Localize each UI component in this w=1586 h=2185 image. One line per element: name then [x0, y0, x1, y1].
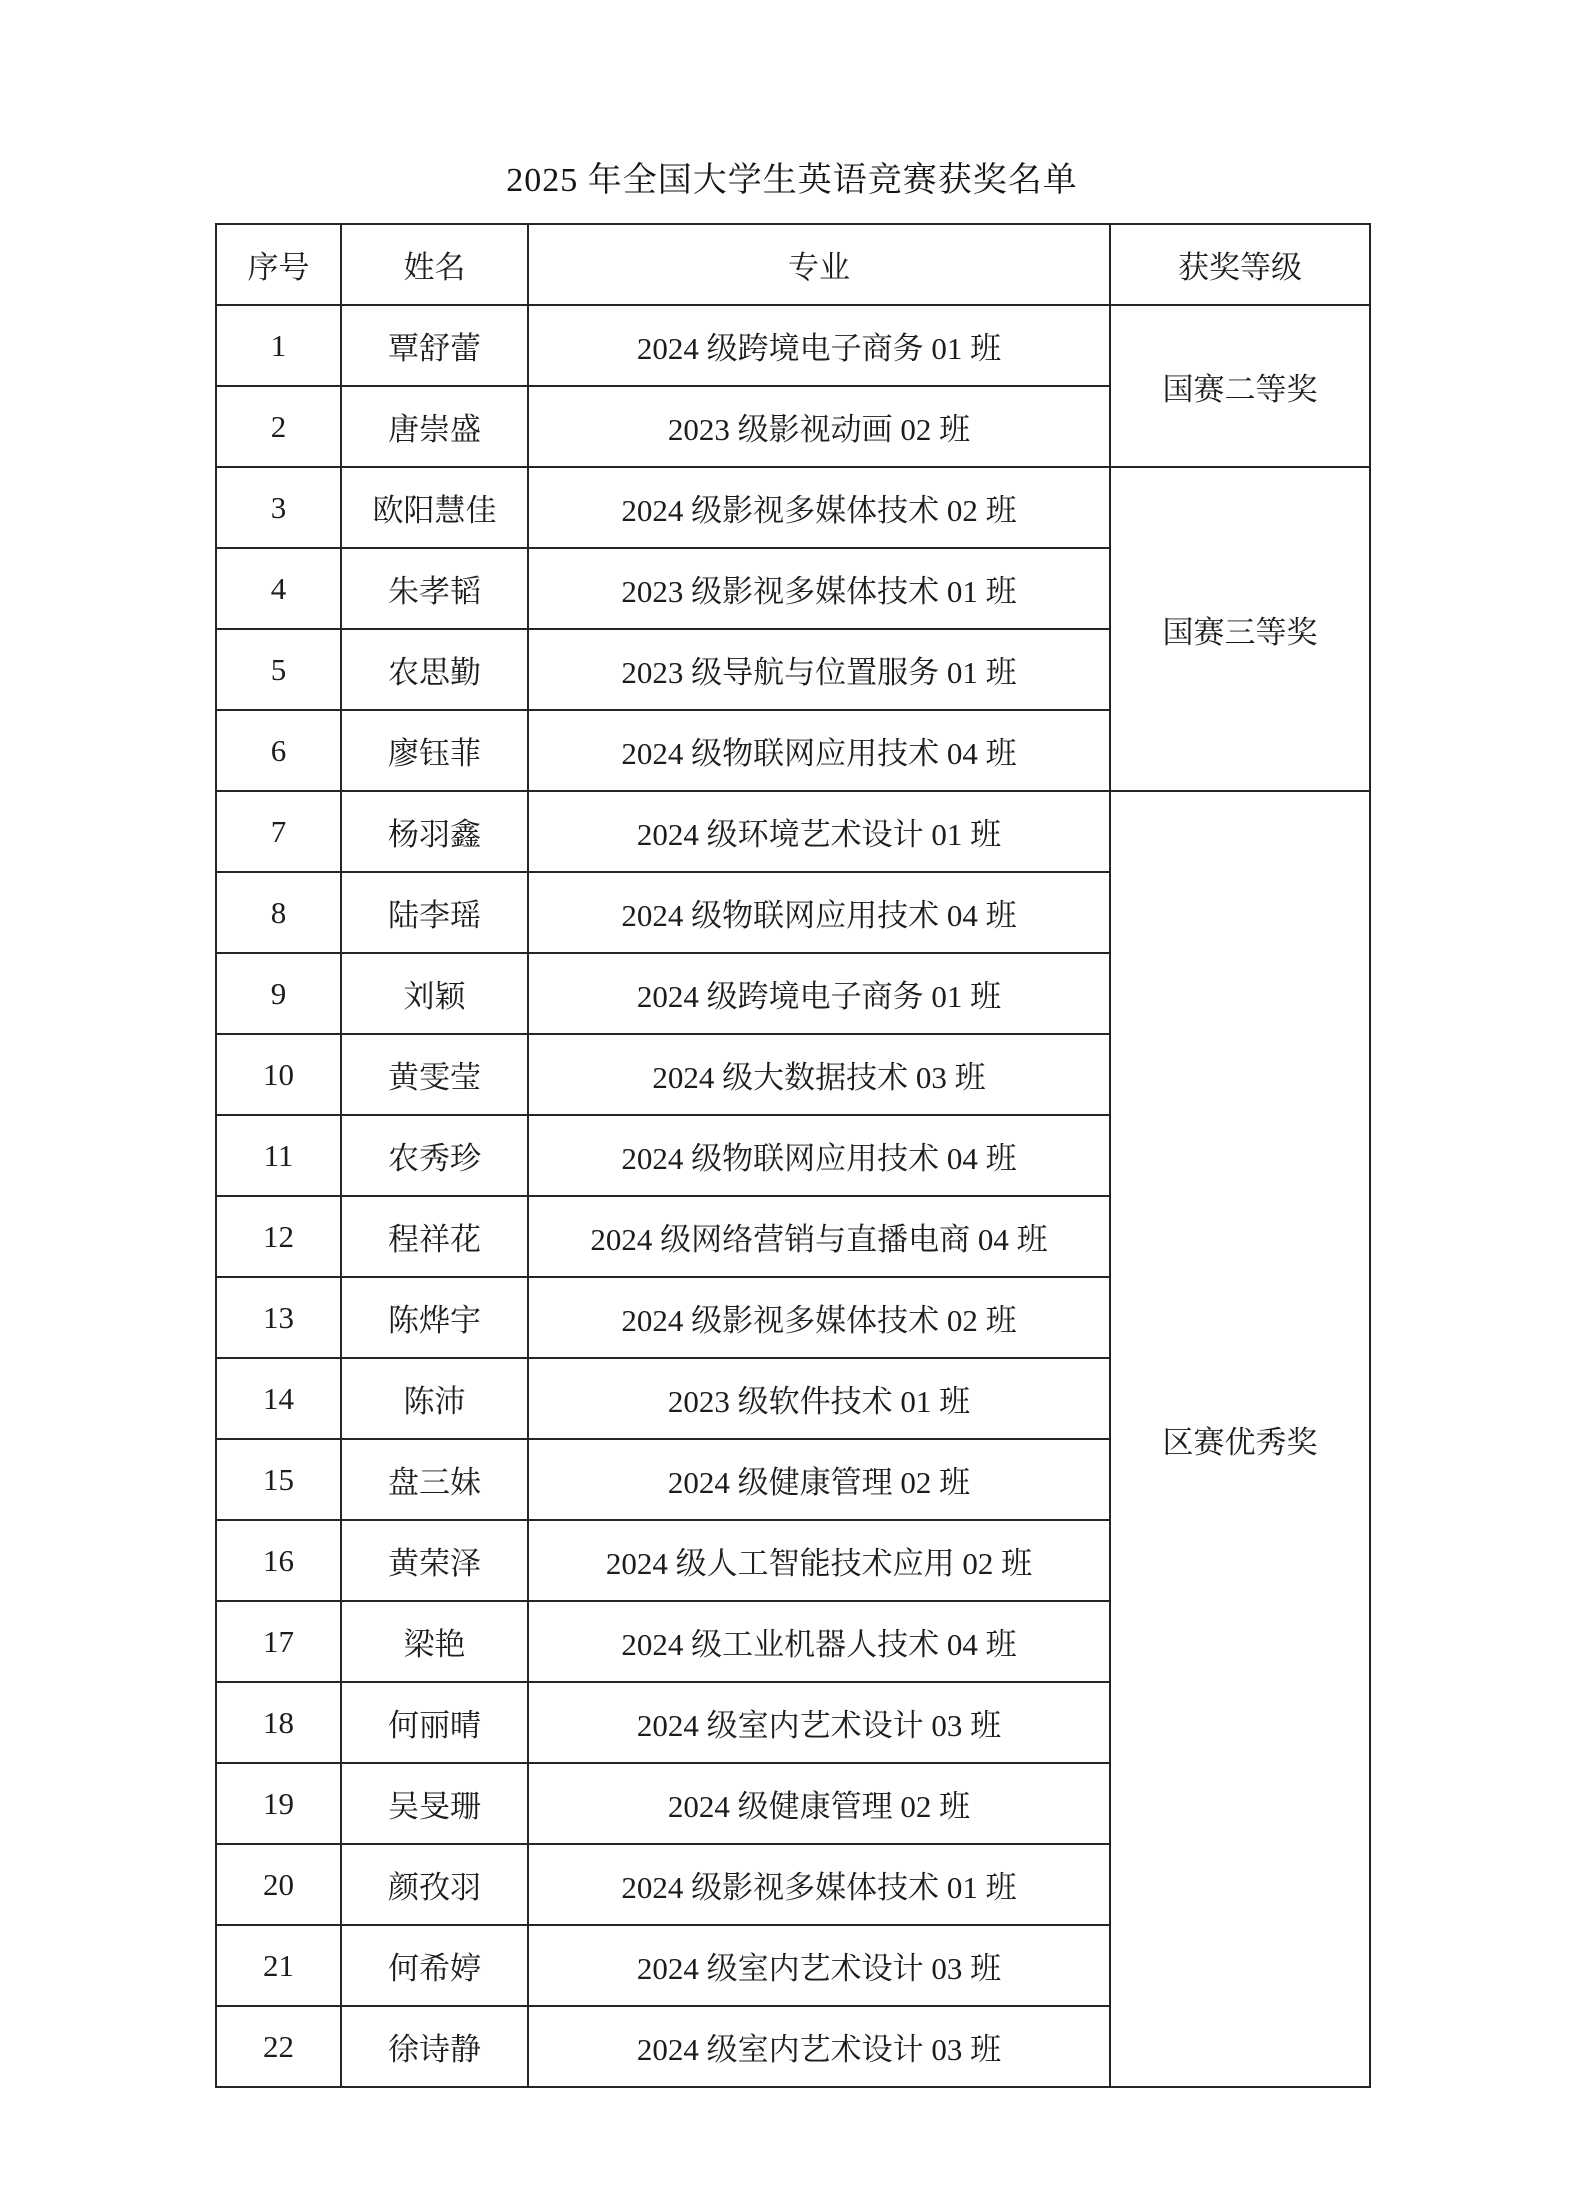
- major-cell: 2024 级健康管理 02 班: [528, 1763, 1110, 1844]
- row-index-cell: 2: [216, 386, 341, 467]
- name-cell: 程祥花: [341, 1196, 528, 1277]
- major-cell: 2024 级物联网应用技术 04 班: [528, 1115, 1110, 1196]
- name-cell: 刘颖: [341, 953, 528, 1034]
- award-cell: 国赛三等奖: [1110, 467, 1370, 791]
- table-row: [216, 791, 1370, 872]
- name-cell: 朱孝韬: [341, 548, 528, 629]
- header-major: 专业: [528, 224, 1110, 305]
- major-cell: 2023 级影视动画 02 班: [528, 386, 1110, 467]
- major-cell: 2024 级大数据技术 03 班: [528, 1034, 1110, 1115]
- major-cell: 2024 级跨境电子商务 01 班: [528, 953, 1110, 1034]
- name-cell: 盘三妹: [341, 1439, 528, 1520]
- row-index-cell: 10: [216, 1034, 341, 1115]
- major-cell: 2024 级影视多媒体技术 02 班: [528, 467, 1110, 548]
- row-index-cell: 5: [216, 629, 341, 710]
- header-award: 获奖等级: [1110, 224, 1370, 305]
- name-cell: 唐崇盛: [341, 386, 528, 467]
- major-cell: 2024 级室内艺术设计 03 班: [528, 1925, 1110, 2006]
- name-cell: 农秀珍: [341, 1115, 528, 1196]
- name-cell: 梁艳: [341, 1601, 528, 1682]
- name-cell: 何希婷: [341, 1925, 528, 2006]
- award-winners-table: [215, 223, 1371, 2088]
- row-index-cell: 14: [216, 1358, 341, 1439]
- major-cell: 2024 级工业机器人技术 04 班: [528, 1601, 1110, 1682]
- table-row: [216, 305, 1370, 386]
- document-page: [215, 152, 1369, 2088]
- major-cell: 2024 级人工智能技术应用 02 班: [528, 1520, 1110, 1601]
- major-cell: 2024 级室内艺术设计 03 班: [528, 2006, 1110, 2087]
- major-cell: 2024 级室内艺术设计 03 班: [528, 1682, 1110, 1763]
- row-index-cell: 4: [216, 548, 341, 629]
- row-index-cell: 11: [216, 1115, 341, 1196]
- row-index-cell: 7: [216, 791, 341, 872]
- name-cell: 农思勤: [341, 629, 528, 710]
- major-cell: 2024 级影视多媒体技术 01 班: [528, 1844, 1110, 1925]
- major-cell: 2024 级物联网应用技术 04 班: [528, 710, 1110, 791]
- major-cell: 2023 级影视多媒体技术 01 班: [528, 548, 1110, 629]
- name-cell: 欧阳慧佳: [341, 467, 528, 548]
- table-header-row: [216, 224, 1370, 305]
- name-cell: 陆李瑶: [341, 872, 528, 953]
- row-index-cell: 17: [216, 1601, 341, 1682]
- row-index-cell: 6: [216, 710, 341, 791]
- row-index-cell: 16: [216, 1520, 341, 1601]
- row-index-cell: 12: [216, 1196, 341, 1277]
- row-index-cell: 8: [216, 872, 341, 953]
- major-cell: 2024 级环境艺术设计 01 班: [528, 791, 1110, 872]
- award-cell: 区赛优秀奖: [1110, 791, 1370, 2087]
- name-cell: 黄雯莹: [341, 1034, 528, 1115]
- major-cell: 2024 级物联网应用技术 04 班: [528, 872, 1110, 953]
- major-cell: 2024 级跨境电子商务 01 班: [528, 305, 1110, 386]
- row-index-cell: 19: [216, 1763, 341, 1844]
- award-cell: 国赛二等奖: [1110, 305, 1370, 467]
- major-cell: 2024 级影视多媒体技术 02 班: [528, 1277, 1110, 1358]
- row-index-cell: 22: [216, 2006, 341, 2087]
- row-index-cell: 1: [216, 305, 341, 386]
- header-no: 序号: [216, 224, 341, 305]
- row-index-cell: 21: [216, 1925, 341, 2006]
- major-cell: 2023 级导航与位置服务 01 班: [528, 629, 1110, 710]
- header-name: 姓名: [341, 224, 528, 305]
- row-index-cell: 13: [216, 1277, 341, 1358]
- name-cell: 黄荣泽: [341, 1520, 528, 1601]
- name-cell: 徐诗静: [341, 2006, 528, 2087]
- major-cell: 2024 级健康管理 02 班: [528, 1439, 1110, 1520]
- major-cell: 2023 级软件技术 01 班: [528, 1358, 1110, 1439]
- row-index-cell: 18: [216, 1682, 341, 1763]
- name-cell: 何丽晴: [341, 1682, 528, 1763]
- name-cell: 陈沛: [341, 1358, 528, 1439]
- name-cell: 廖钰菲: [341, 710, 528, 791]
- row-index-cell: 15: [216, 1439, 341, 1520]
- name-cell: 陈烨宇: [341, 1277, 528, 1358]
- name-cell: 颜孜羽: [341, 1844, 528, 1925]
- major-cell: 2024 级网络营销与直播电商 04 班: [528, 1196, 1110, 1277]
- row-index-cell: 20: [216, 1844, 341, 1925]
- page-title: 2025 年全国大学生英语竞赛获奖名单: [506, 162, 1078, 199]
- name-cell: 覃舒蕾: [341, 305, 528, 386]
- name-cell: 吴旻珊: [341, 1763, 528, 1844]
- table-row: [216, 467, 1370, 548]
- name-cell: 杨羽鑫: [341, 791, 528, 872]
- row-index-cell: 9: [216, 953, 341, 1034]
- row-index-cell: 3: [216, 467, 341, 548]
